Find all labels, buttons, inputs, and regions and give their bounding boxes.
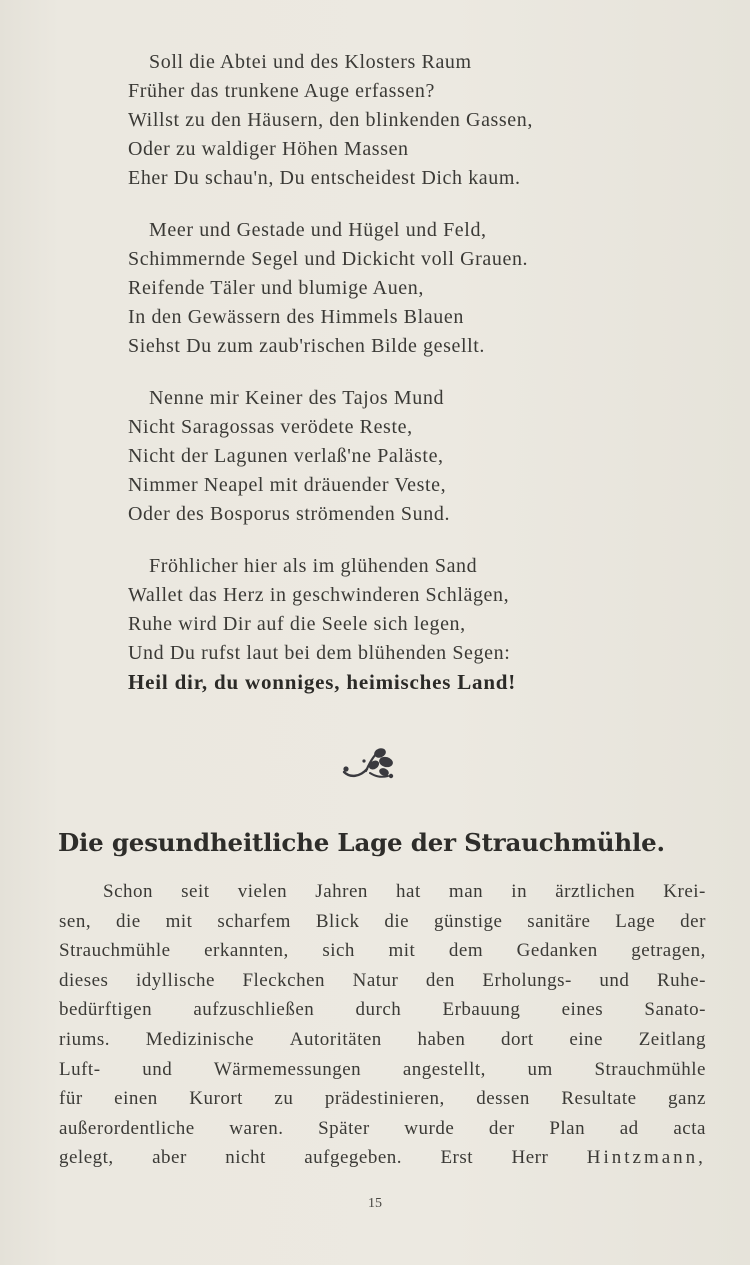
poem-line: Oder des Bosporus strömenden Sund. <box>128 503 451 525</box>
body-word: nicht <box>225 1147 266 1169</box>
body-word: riums. <box>59 1028 111 1050</box>
body-word: günstige <box>434 910 503 932</box>
body-word: ad <box>619 1117 639 1139</box>
body-word: angestellt, <box>402 1058 486 1080</box>
body-word: Fleckchen <box>242 969 326 991</box>
body-word: seit <box>181 881 210 902</box>
body-word: man <box>448 881 484 902</box>
body-line <box>59 995 706 1025</box>
body-word: dem <box>448 940 484 962</box>
body-word: Erholungs- <box>482 969 572 991</box>
body-line <box>59 1055 706 1085</box>
body-line <box>59 1084 706 1114</box>
body-word: prädestinieren, <box>324 1088 445 1110</box>
poem-stanza <box>128 552 648 697</box>
body-word: Autoritäten <box>289 1028 382 1050</box>
body-word: acta <box>673 1117 706 1139</box>
poem-line: Willst zu den Häusern, den blinkenden Gassen, <box>128 109 533 131</box>
body-line <box>59 1143 706 1173</box>
section-heading: Die gesundheitliche Lage der Strauchmühle. <box>58 828 665 857</box>
body-word: Schon <box>103 881 153 902</box>
poem-line: Nimmer Neapel mit dräuender Veste, <box>128 474 447 496</box>
body-word: einen <box>114 1088 158 1110</box>
body-word: Strauchmühle <box>594 1058 706 1080</box>
poem-stanza <box>128 48 648 193</box>
body-word: Natur <box>352 969 399 991</box>
body-word: ärztlichen <box>555 881 636 902</box>
body-word: in <box>511 881 528 902</box>
body-word: Strauchmühle <box>59 940 171 962</box>
poem-line: Ruhe wird Dir auf die Seele sich legen, <box>128 613 466 635</box>
poem-line: In den Gewässern des Himmels Blauen <box>128 306 464 328</box>
body-word: Resultate <box>561 1088 637 1110</box>
body-line <box>59 966 706 996</box>
body-word: die <box>384 910 410 932</box>
body-word: mit <box>388 940 416 962</box>
floral-ornament-icon <box>342 745 398 781</box>
poem <box>128 48 648 720</box>
body-word: Gedanken <box>516 940 598 962</box>
body-word: aufzuschließen <box>193 999 315 1021</box>
body-word: sen, <box>59 910 92 932</box>
body-word: gelegt, <box>59 1147 114 1169</box>
body-word: bedürftigen <box>59 999 153 1021</box>
body-word: die <box>115 910 141 932</box>
poem-line: Früher das trunkene Auge erfassen? <box>128 80 435 102</box>
body-word: Jahren <box>315 881 368 902</box>
body-word: der <box>488 1117 515 1139</box>
body-word: dort <box>501 1028 534 1050</box>
poem-line: Meer und Gestade und Hügel und Feld, <box>149 219 487 241</box>
poem-line: Nicht Saragossas verödete Reste, <box>128 416 413 438</box>
body-word: aber <box>152 1147 187 1169</box>
body-line <box>59 1114 706 1144</box>
body-word: Später <box>318 1117 370 1139</box>
body-line <box>59 877 706 907</box>
body-word: vielen <box>237 881 288 902</box>
body-word: dieses <box>59 969 109 991</box>
body-word: Erst <box>440 1147 474 1169</box>
body-word: waren. <box>229 1117 284 1139</box>
poem-line: Fröhlicher hier als im glühenden Sand <box>149 555 478 577</box>
body-word: Blick <box>315 910 360 932</box>
poem-line: Oder zu waldiger Höhen Massen <box>128 138 409 160</box>
poem-line: Reifende Täler und blumige Auen, <box>128 277 424 299</box>
body-word: Zeitlang <box>638 1028 706 1050</box>
body-word: sich <box>322 940 355 962</box>
poem-line: Siehst Du zum zaub'rischen Bilde gesellt. <box>128 335 486 357</box>
body-word: Medizinische <box>145 1028 255 1050</box>
poem-line: Nicht der Lagunen verlaß'ne Paläste, <box>128 445 444 467</box>
body-word: Wärmemessungen <box>213 1058 362 1080</box>
body-word: Sanato- <box>644 999 706 1021</box>
poem-line: Nenne mir Keiner des Tajos Mund <box>149 387 445 409</box>
body-word: und <box>142 1058 173 1080</box>
body-word: aufgegeben. <box>304 1147 403 1169</box>
poem-stanza <box>128 216 648 361</box>
body-text <box>59 877 706 1173</box>
body-word: mit <box>165 910 193 932</box>
poem-line: Eher Du schau'n, Du entscheidest Dich kaum. <box>128 167 521 189</box>
body-line <box>59 907 706 937</box>
body-word: Erbauung <box>442 999 521 1021</box>
poem-line: Schimmernde Segel und Dickicht voll Grauen. <box>128 248 529 270</box>
poem-line: Soll die Abtei und des Klosters Raum <box>149 51 472 73</box>
body-word: Plan <box>549 1117 586 1139</box>
body-word: getragen, <box>631 940 706 962</box>
body-word: sanitäre <box>527 910 591 932</box>
body-word: scharfem <box>217 910 291 932</box>
body-word: Kurort <box>189 1088 243 1110</box>
body-word: den <box>425 969 455 991</box>
body-word: Herr <box>511 1147 549 1169</box>
body-word: eine <box>569 1028 603 1050</box>
body-line <box>59 936 706 966</box>
body-word: erkannten, <box>204 940 289 962</box>
body-word: außerordentliche <box>59 1117 195 1139</box>
poem-line: Wallet das Herz in geschwinderen Schlägen, <box>128 584 510 606</box>
body-word: Hintzmann, <box>586 1147 706 1169</box>
body-word: Lage <box>615 910 656 932</box>
body-word: zu <box>274 1088 294 1110</box>
body-word: dessen <box>476 1088 530 1110</box>
poem-stanza <box>128 384 648 529</box>
body-word: idyllische <box>136 969 215 991</box>
body-word: und <box>599 969 630 991</box>
body-word: Luft- <box>59 1058 101 1080</box>
body-word: um <box>527 1058 553 1080</box>
body-word: für <box>59 1088 83 1110</box>
poem-final-line: Heil dir, du wonniges, heimisches Land! <box>128 670 517 694</box>
body-word: hat <box>396 881 421 902</box>
body-word: wurde <box>404 1117 455 1139</box>
page-number: 15 <box>368 1196 382 1211</box>
body-word: durch <box>355 999 402 1021</box>
body-word: eines <box>561 999 604 1021</box>
body-word: ganz <box>668 1088 706 1110</box>
body-word: der <box>680 910 706 932</box>
body-word: Ruhe- <box>656 969 706 991</box>
body-word: haben <box>417 1028 466 1050</box>
body-line <box>59 1025 706 1055</box>
body-word: Krei- <box>663 881 706 902</box>
poem-line: Und Du rufst laut bei dem blühenden Segen: <box>128 642 511 664</box>
